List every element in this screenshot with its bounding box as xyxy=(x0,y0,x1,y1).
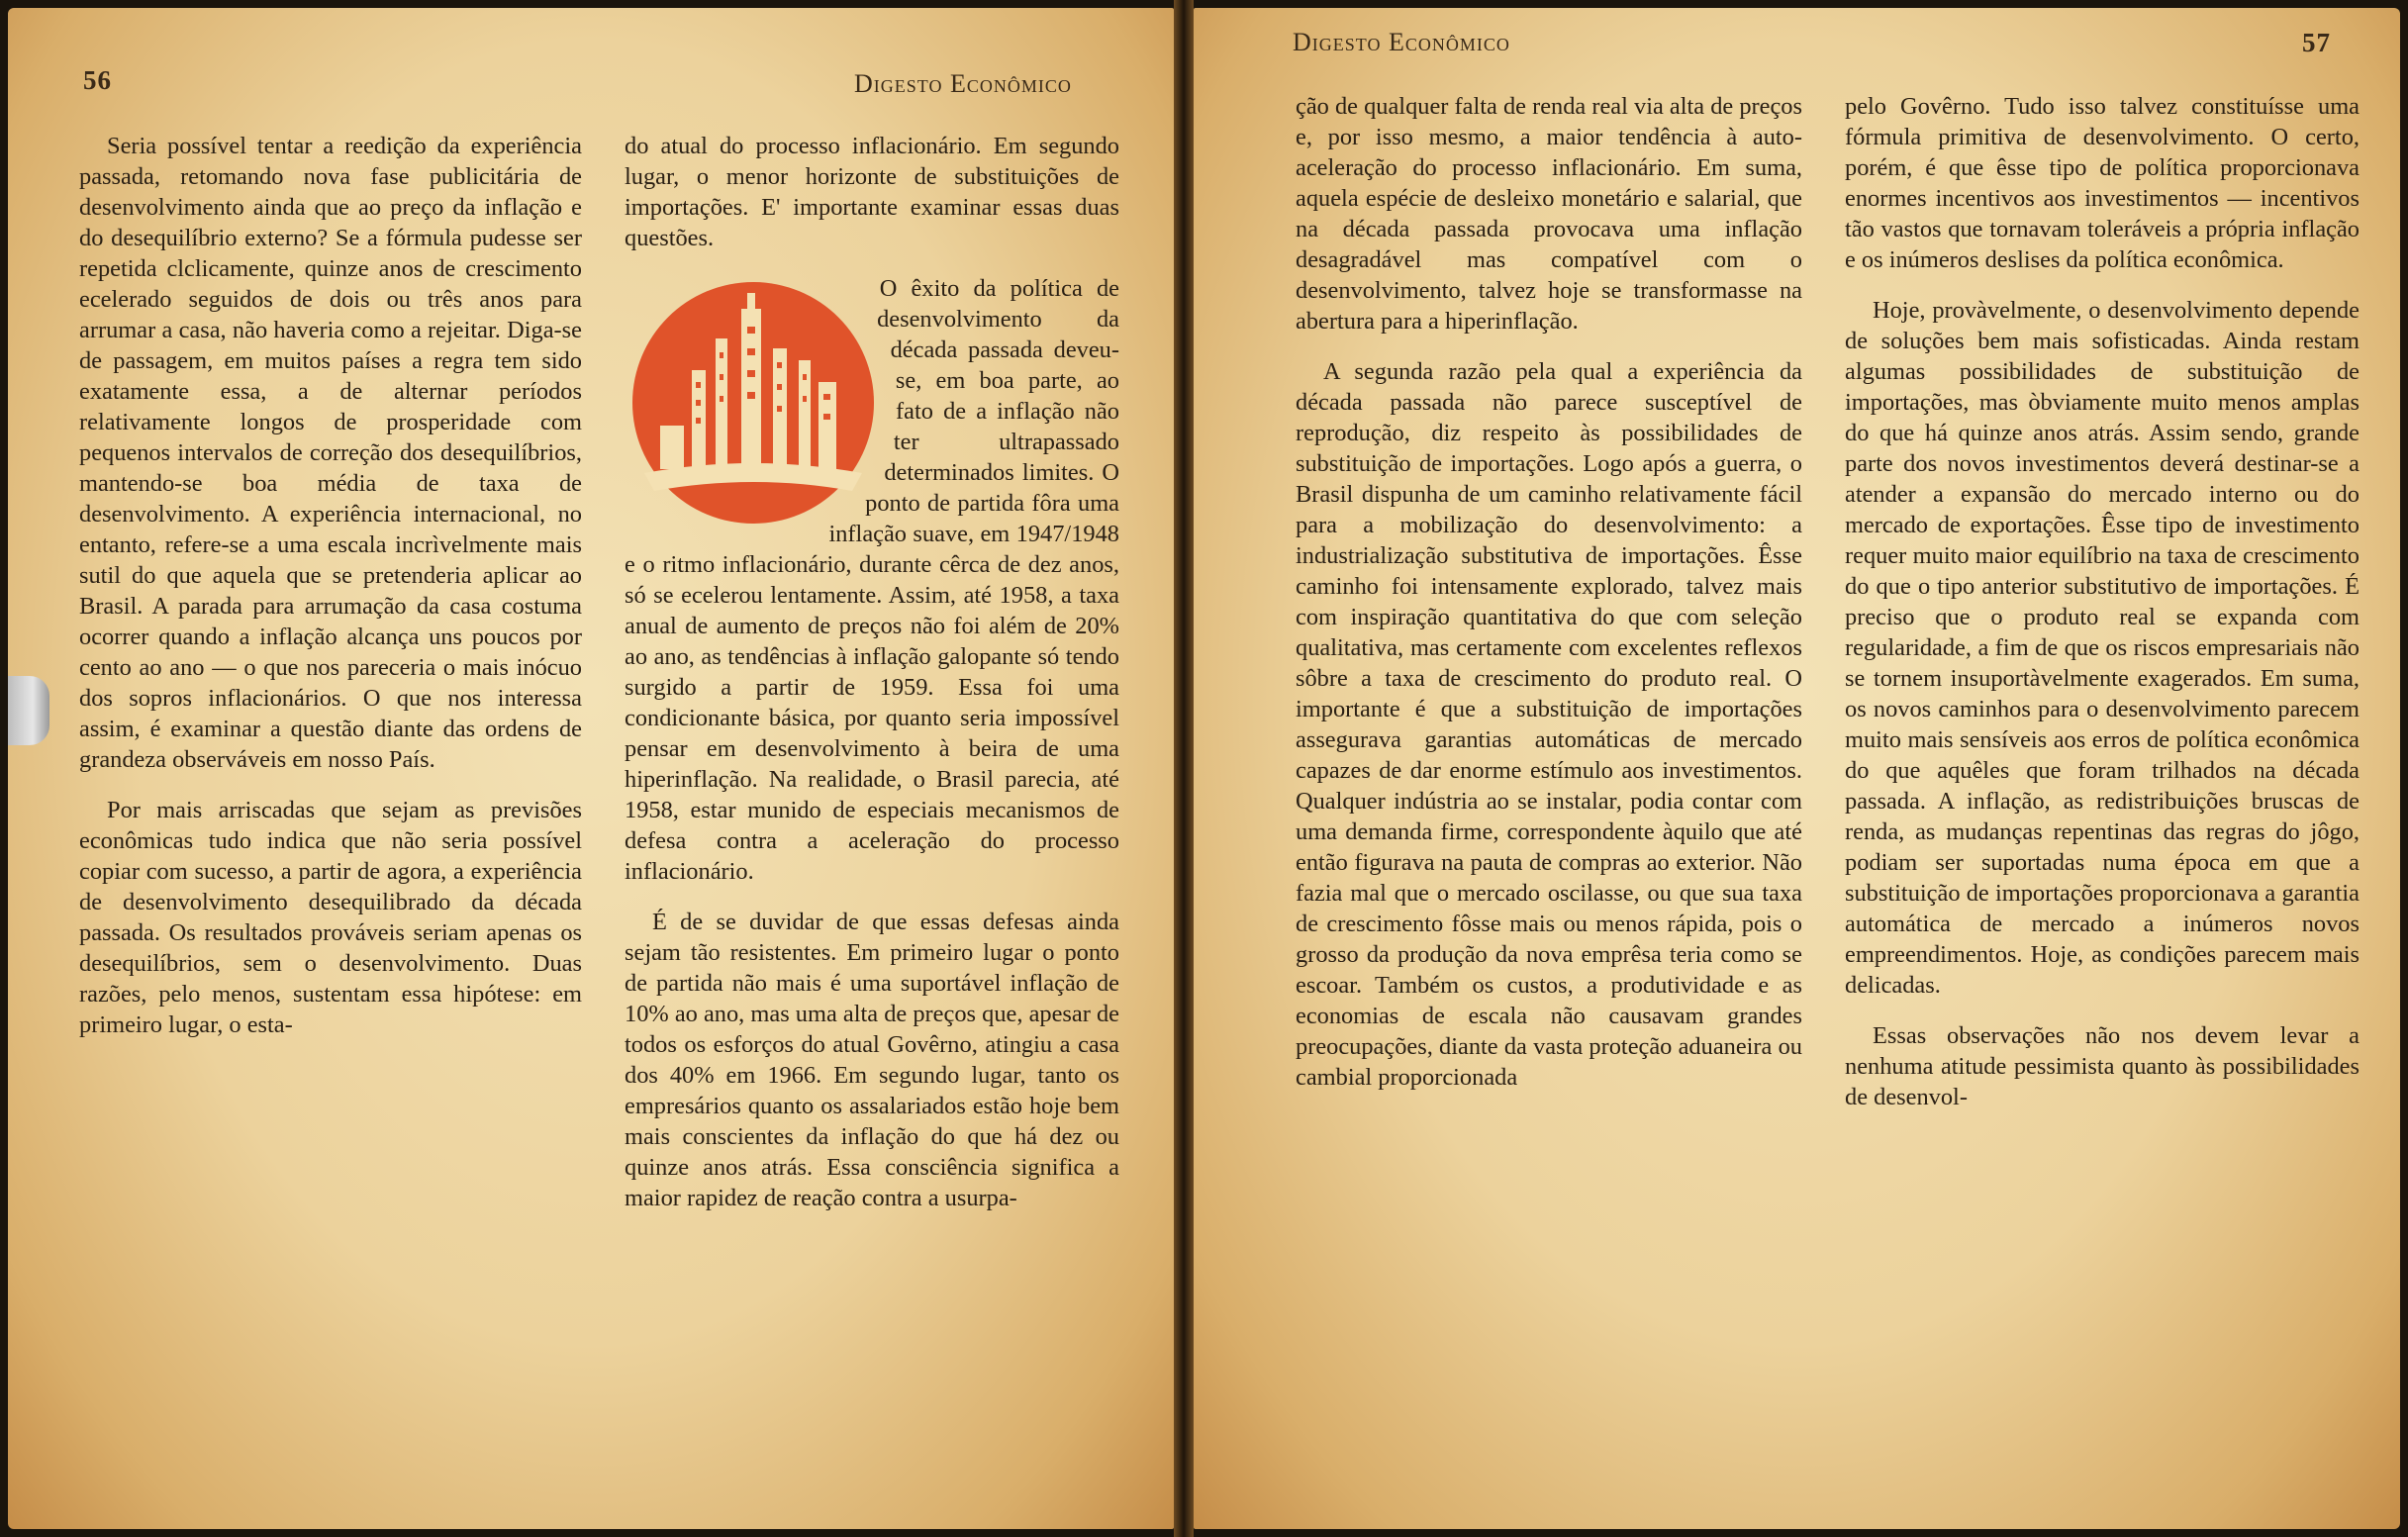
book-gutter xyxy=(1174,0,1194,1537)
paragraph: Seria possível tentar a reedição da experiência passada, retomando nova fase publicitária de desenvolvimento ainda que ao preço da inflação e do desequilíbrio externo? Se a fórmula pudesse ser repetida clclicamente, quinze anos de crescimento ecelerado seguidos de dois ou três anos para arrumar a casa, não haveria como a rejeitar. Diga-se de passagem, em muitos países a regra tem sido exatamente essa, a de alternar períodos relativamente longos de prosperidade com pequenos intervalos de correção dos desequilíbrios, mantendo-se boa média de taxa de desenvolvimento. A experiência internacional, no entanto, refere-se a uma escala incrìvelmente mais sutil do que aquela que se pretenderia aplicar ao Brasil. A parada para arrumação da casa costuma ocorrer quando a inflação alcança uns poucos por cento ao ano — o que nos pareceria o mais inócuo dos sopros inflacionários. O que nos interessa assim, é examinar a questão diante das ordens de grandeza observáveis em nosso País. xyxy=(79,133,582,773)
paragraph: A segunda razão pela qual a experiência da década passada não parece susceptível de reprodução, diz respeito às possibilidades de substituição de importações. Logo após a guerra, o Brasil dispunha de um caminho relativamente fácil para a mobilização do desenvolvimento: a industrialização substitutiva de importações. Êsse caminho foi intensamente explorado, talvez mais com inspiração quantitativa do que com seleção qualitativa, mas certamente com excelentes reflexos sôbre a taxa de crescimento do produto real. O importante é que a substituição de importações assegurava garantias automáticas de mercado capazes de dar enorme estímulo aos investimentos. Qualquer indústria ao se instalar, podia contar com uma demanda firme, correspondente àquilo que até então figurava na pauta de compras ao exterior. Não fazia mal que o mercado oscilasse, ou que sua taxa de crescimento fôsse mais ou menos rápida, pois o grosso da produção da nova emprêsa teria como se escoar. Também os custos, a produtividade e as economias de escala não causavam grandes preocupações, diante da vasta proteção aduaneira ou cambial proporcionada xyxy=(1296,358,1802,1091)
paragraph: do atual do processo inflacionário. Em segundo lugar, o menor horizonte de substituições de importações. E' importante examinar essas duas questões. xyxy=(625,133,1119,251)
left-page-number: 56 xyxy=(83,65,112,95)
binder-clip xyxy=(8,676,49,745)
left-running-head: Digesto Econômico xyxy=(854,69,1072,98)
paragraph: Por mais arriscadas que sejam as previsões econômicas tudo indica que não seria possível copiar com sucesso, a partir de agora, a experiência de desenvolvimento desequilibrado da década passada. Os resultados prováveis seriam apenas os desequilíbrios, sem o desenvolvimento. Duas razões, pelo menos, sustentam essa hipótese: em primeiro lugar, o esta- xyxy=(79,797,582,1038)
left-column-2 xyxy=(625,131,1119,1233)
paragraph: ção de qualquer falta de renda real via alta de preços e, por isso mesmo, a maior tendência à auto-aceleração do processo inflacionário. Em suma, aquela espécie de desleixo monetário e salarial, que na década passada provocava uma inflação desagradável mas compatível com o desenvolvimento, talvez hoje se transformasse na abertura para a hiperinflação. xyxy=(1296,93,1802,335)
paragraph: Hoje, provàvelmente, o desenvolvimento depende de soluções bem mais sofisticadas. Ainda restam algumas possibilidades de substituição de importações, mas òbviamente muito menos amplas do que há quinze anos atrás. Assim sendo, grande parte dos novos investimentos deverá destinar-se a atender a expansão do mercado interno ou do mercado de exportações. Êsse tipo de investimento requer muito maior equilíbrio na taxa de crescimento do que o tipo anterior substitutivo de importações. É preciso que o produto real se expanda com regularidade, a fim de que os riscos empresariais não se tornem insuportàvelmente exagerados. Em suma, os novos caminhos para o desenvolvimento parecem muito mais sensíveis aos erros de política econômica do que aquêles que foram trilhados na década passada. A inflação, as redistribuições bruscas de renda, as mudanças repentinas das regras do jôgo, podiam ser suportadas numa época em que a substituição de importações proporcionava a garantia automática de mercado a inúmeros novos empreendimentos. Hoje, as condições parecem mais delicadas. xyxy=(1845,297,2360,999)
city-skyline-emblem-icon xyxy=(625,279,882,527)
right-page-number: 57 xyxy=(2302,28,2331,57)
left-column-1 xyxy=(79,131,582,1060)
right-page xyxy=(1194,8,2400,1529)
right-column-1 xyxy=(1296,91,1802,1112)
left-page xyxy=(8,8,1174,1529)
paragraph: Essas observações não nos devem levar a nenhuma atitude pessimista quanto às possibilidades de desenvol- xyxy=(1845,1022,2360,1110)
right-column-2 xyxy=(1845,91,2360,1132)
paragraph: É de se duvidar de que essas defesas ainda sejam tão resistentes. Em primeiro lugar o ponto de partida não mais é uma suportável inflação de 10% ao ano, mas uma alta de preços que, apesar de todos os esforços do atual Govêrno, atingiu a casa dos 40% em 1966. Em segundo lugar, tanto os empresários quanto os assalariados estão hoje bem mais conscientes da inflação do que há dez ou quinze anos atrás. Essa consciência significa a maior rapidez de reação contra a usurpa- xyxy=(625,909,1119,1211)
right-running-head: Digesto Econômico xyxy=(1293,28,1510,56)
paragraph: O êxito da política de desenvolvimento da década passada deveu-se, em boa parte, ao fato de a inflação não ter ultrapassado determinados limites. O ponto de partida fôra uma inflação suave, em 1947/1948 e o ritmo inflacionário, durante cêrca de dez anos, só se ecelerou lentamente. Assim, até 1958, a taxa anual de aumento de preços não foi além de 20% ao ano, as tendências à inflação galopante só tendo surgido a partir de 1959. Essa foi uma condicionante básica, por quanto seria impossível pensar em desenvolvimento à beira de uma hiperinflação. Na realidade, o Brasil parecia, até 1958, estar munido de especiais mecanismos de defesa contra a aceleração do processo inflacionário. xyxy=(625,275,1119,885)
paragraph: pelo Govêrno. Tudo isso talvez constituísse uma fórmula primitiva de desenvolvimento. O certo, porém, é que êsse tipo de política proporcionava enormes incentivos aos investimentos — incentivos tão vastos que tornavam toleráveis a própria inflação e os inúmeros deslises da política econômica. xyxy=(1845,93,2360,273)
